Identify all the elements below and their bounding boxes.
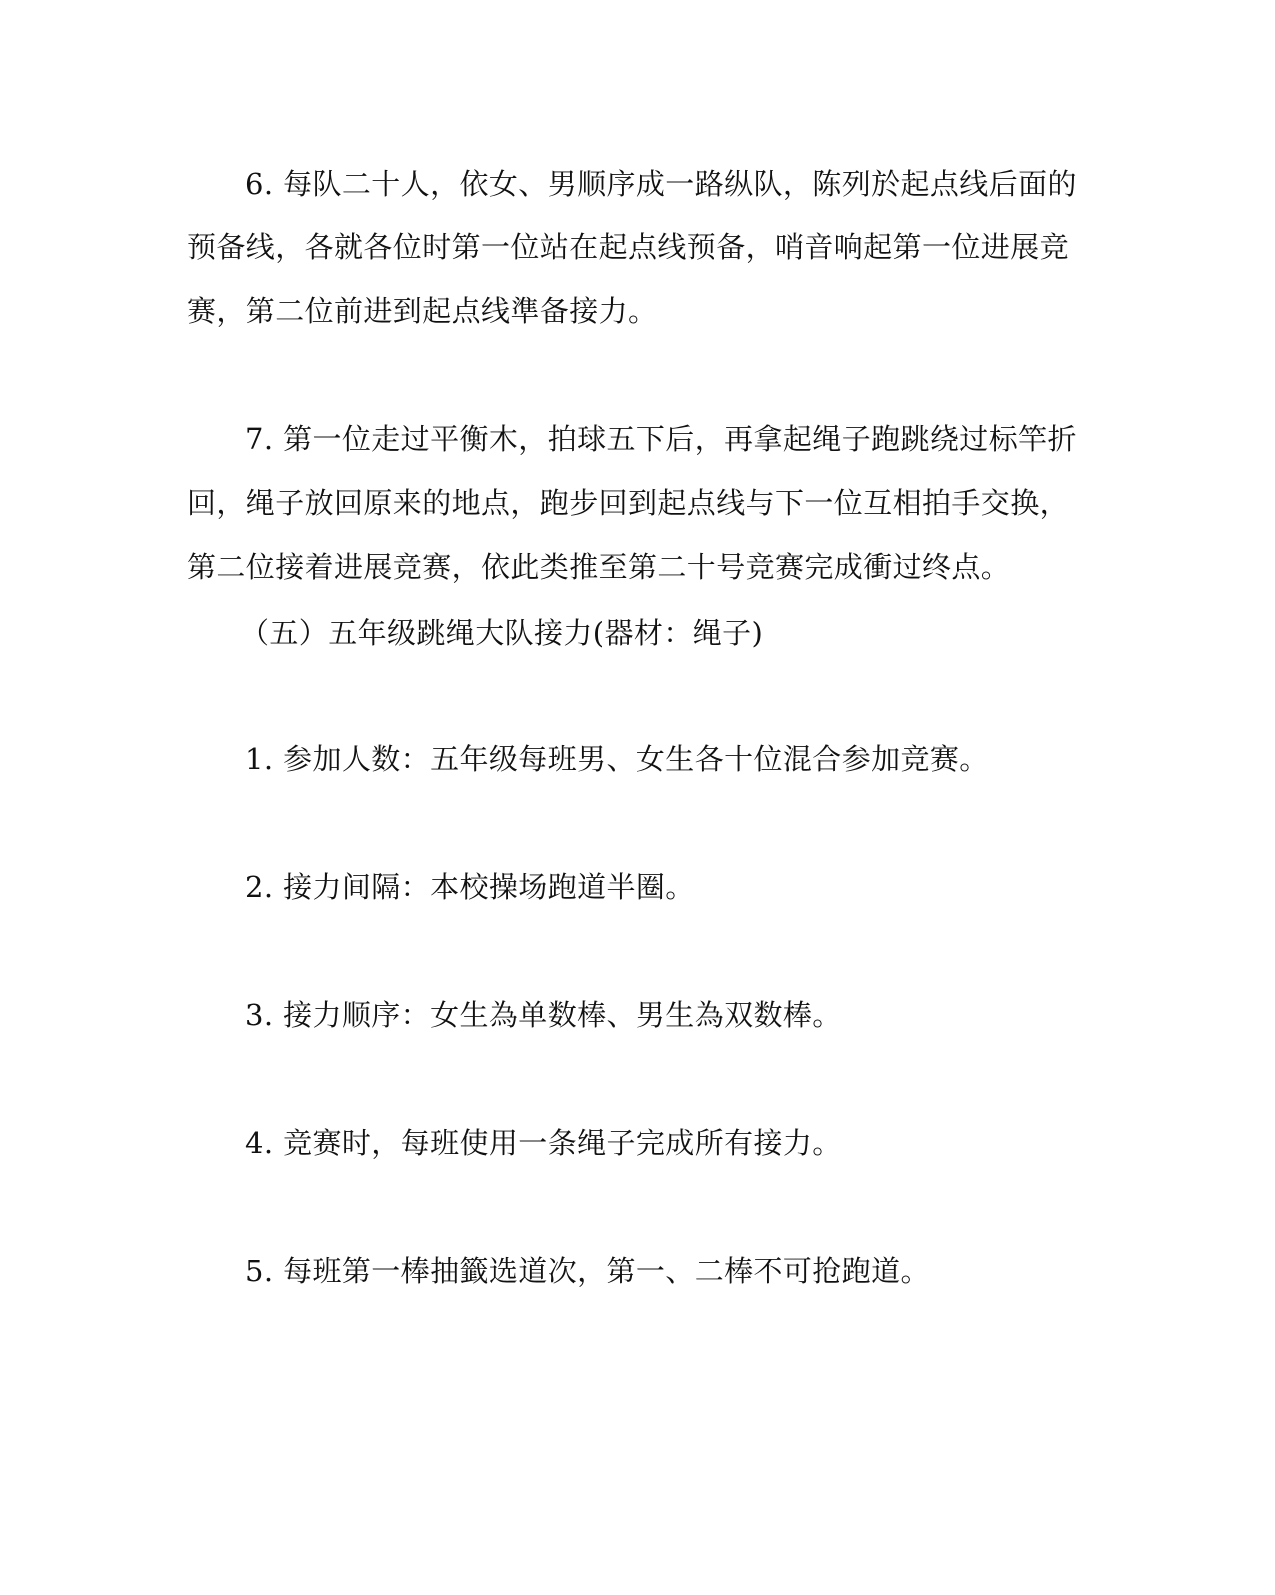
rule-item: 4. 竞赛时，每班使用一条绳子完成所有接力。 <box>245 1126 842 1160</box>
section-heading: （五）五年级跳绳大队接力(器材：绳子) <box>240 616 764 650</box>
rule-item: 3. 接力顺序：女生為单数棒、男生為双数棒。 <box>245 998 842 1032</box>
item-7-line-3: 第二位接着进展竞赛，依此类推至第二十号竞赛完成衝过终点。 <box>187 550 1011 584</box>
item-6-line-3: 赛，第二位前进到起点线準备接力。 <box>187 294 658 328</box>
item-6-line-2: 预备线，各就各位时第一位站在起点线预备，哨音响起第一位进展竞 <box>187 230 1070 264</box>
item-7-line-2: 回，绳子放回原来的地点，跑步回到起点线与下一位互相拍手交换， <box>187 486 1070 520</box>
rule-item: 5. 每班第一棒抽籤选道次，第一、二棒不可抢跑道。 <box>245 1254 930 1288</box>
rule-item: 1. 参加人数：五年级每班男、女生各十位混合参加竞赛。 <box>245 742 989 776</box>
item-6-line-1: 6. 每队二十人，依女、男顺序成一路纵队，陈列於起点线后面的 <box>245 167 1077 201</box>
rule-item: 2. 接力间隔：本校操场跑道半圈。 <box>245 870 695 904</box>
item-7-line-1: 7. 第一位走过平衡木，拍球五下后，再拿起绳子跑跳绕过标竿折 <box>245 422 1077 456</box>
